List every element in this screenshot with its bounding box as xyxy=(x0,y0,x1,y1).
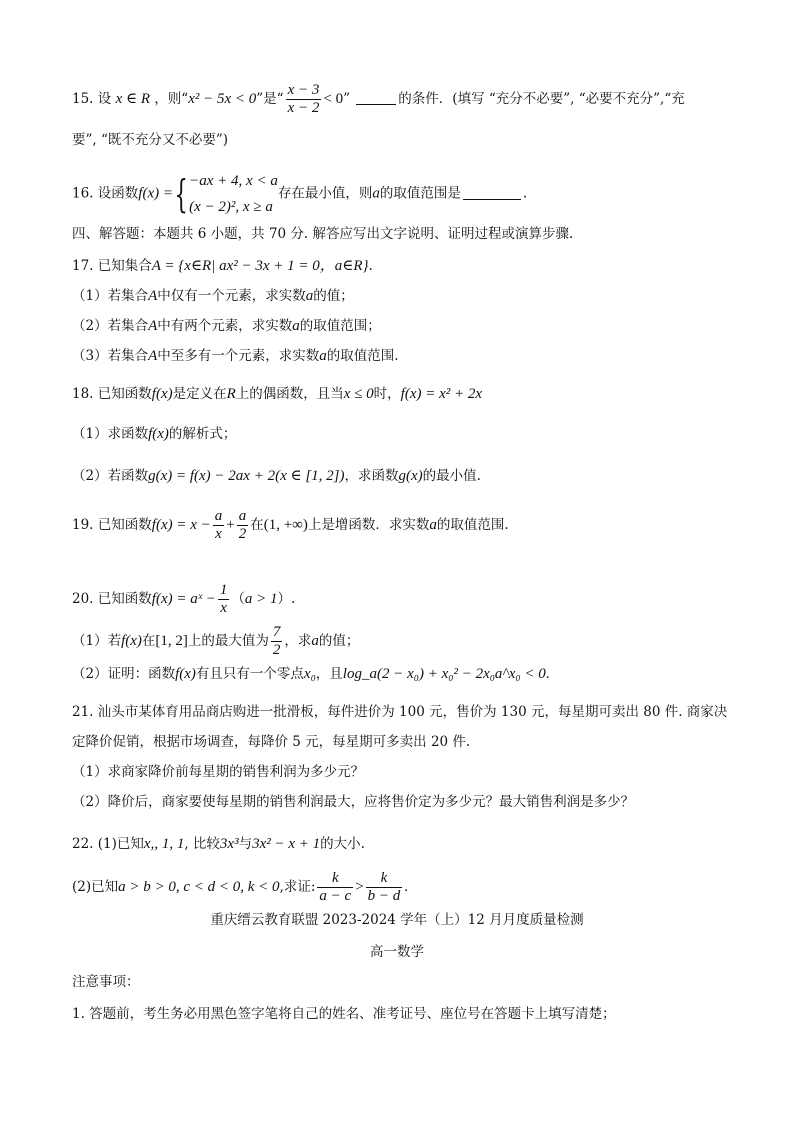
notes-heading: 注意事项： xyxy=(72,974,140,990)
question-19: 19. 已知函数f(x) = x − $\frac{a}{x}$ + $\frac{a}{2}$ 在(1, +∞)上是增函数．求实数a的取值范围. xyxy=(72,508,509,542)
answer-blank-15[interactable] xyxy=(356,90,396,105)
question-21-line1: 21. 汕头市某体育用品商店购进一批滑板，每件进价为 100 元，售价为 130 元，每星期可卖出 80 件. 商家决 xyxy=(72,704,728,720)
question-20: 20. 已知函数f(x) = aˣ − $\frac{1}{x}$ （a > 1）. xyxy=(72,582,296,616)
piecewise-cases: −ax + 4, x < a (x − 2)², x ≥ a xyxy=(189,173,278,215)
section-heading: 四、解答题：本题共 6 小题，共 70 分. 解答应写出文字说明、证明过程或演算步骤. xyxy=(72,226,574,242)
exam-title: 重庆缙云教育联盟 2023-2024 学年（上）12 月月度质量检测 xyxy=(210,912,584,928)
question-22-part1: 22. (1)已知x,, 1, 1, 比较3x³与3x² − x + 1的大小. xyxy=(72,836,365,852)
question-18: 18. 已知函数f(x)是定义在R上的偶函数，且当x ≤ 0时，f(x) = x² + 2x xyxy=(72,386,483,402)
question-17: 17. 已知集合A = {x∈R| ax² − 3x + 1 = 0，a∈R}. xyxy=(72,258,373,274)
question-21-part2: （2）降价后，商家要使每星期的销售利润最大，应将售价定为多少元？最大销售利润是多少？ xyxy=(72,794,635,810)
fraction-a-over-2: $\frac{a}{2}$ xyxy=(238,508,247,542)
fraction-7-over-2: $\frac{7}{2}$ xyxy=(272,624,281,658)
question-15-line2: 要”, “既不充分又不必要”) xyxy=(72,132,229,148)
question-17-part1: （1）若集合A中仅有一个元素，求实数a的值； xyxy=(72,288,354,304)
question-21-part1: （1）求商家降价前每星期的销售利润为多少元？ xyxy=(72,764,365,780)
math-set-a: A = {x∈R| ax² − 3x + 1 = 0，a∈R} xyxy=(151,258,369,274)
fraction-k-over-b-d: $\frac{k}{b - d}$ xyxy=(367,870,401,904)
math-quadratic-ineq: x² − 5x < 0 xyxy=(188,91,257,107)
question-18-part2: （2）若函数g(x) = f(x) − 2ax + 2(x ∈ [1, 2])，求函数g(x)的最小值. xyxy=(72,468,481,484)
math-x-in-r: x ∈ R xyxy=(115,91,151,107)
left-brace-icon: { xyxy=(174,172,188,216)
answer-blank-16[interactable] xyxy=(463,185,521,200)
note-item-1: 1. 答题前，考生务必用黑色签字笔将自己的姓名、准考证号、座位号在答题卡上填写清楚； xyxy=(72,1006,616,1022)
exam-subject: 高一数学 xyxy=(370,944,424,960)
question-15: 15. 设 x ∈ R ，则“x² − 5x < 0”是“ $\frac{x - 3}{x - 2}$ < 0” 的条件．(填写 “充分不必要”, “必要不充分”,“充 xyxy=(72,82,685,116)
question-17-part2: （2）若集合A中有两个元素，求实数a的取值范围； xyxy=(72,318,381,334)
question-21-line2: 定降价促销，根据市场调查，每降价 5 元，每星期可多卖出 20 件. xyxy=(72,734,471,750)
fraction-1-over-x: $\frac{1}{x}$ xyxy=(219,582,228,616)
question-18-part1: （1）求函数f(x)的解析式； xyxy=(72,426,237,442)
question-22-part2: (2)已知a > b > 0, c < d < 0, k < 0,求证: $\frac{k}{a - c}$ > $\frac{k}{b - d}$ . xyxy=(72,870,409,904)
fraction-k-over-a-c: $\frac{k}{a - c}$ xyxy=(319,870,352,904)
fraction-q15: $\frac{x - 3}{x - 2}$ xyxy=(287,82,320,116)
question-20-part1: （1）若f(x)在[1, 2]上的最大值为 $\frac{7}{2}$ ，求a的值； xyxy=(72,624,360,658)
fraction-a-over-x: $\frac{a}{x}$ xyxy=(214,508,223,542)
question-20-part2: （2）证明：函数f(x)有且只有一个零点x₀，且log_a(2 − x₀) + x₀² − 2x₀a^x₀ < 0. xyxy=(72,666,550,682)
question-16: 16. 设函数f(x) ={ −ax + 4, x < a (x − 2)², x ≥ a 存在最小值，则a的取值范围是 . xyxy=(72,168,527,220)
question-17-part3: （3）若集合A中至多有一个元素，求实数a的取值范围. xyxy=(72,348,399,364)
math-log-inequality: log_a(2 − x₀) + x₀² − 2x₀a^x₀ < 0 xyxy=(342,666,546,682)
